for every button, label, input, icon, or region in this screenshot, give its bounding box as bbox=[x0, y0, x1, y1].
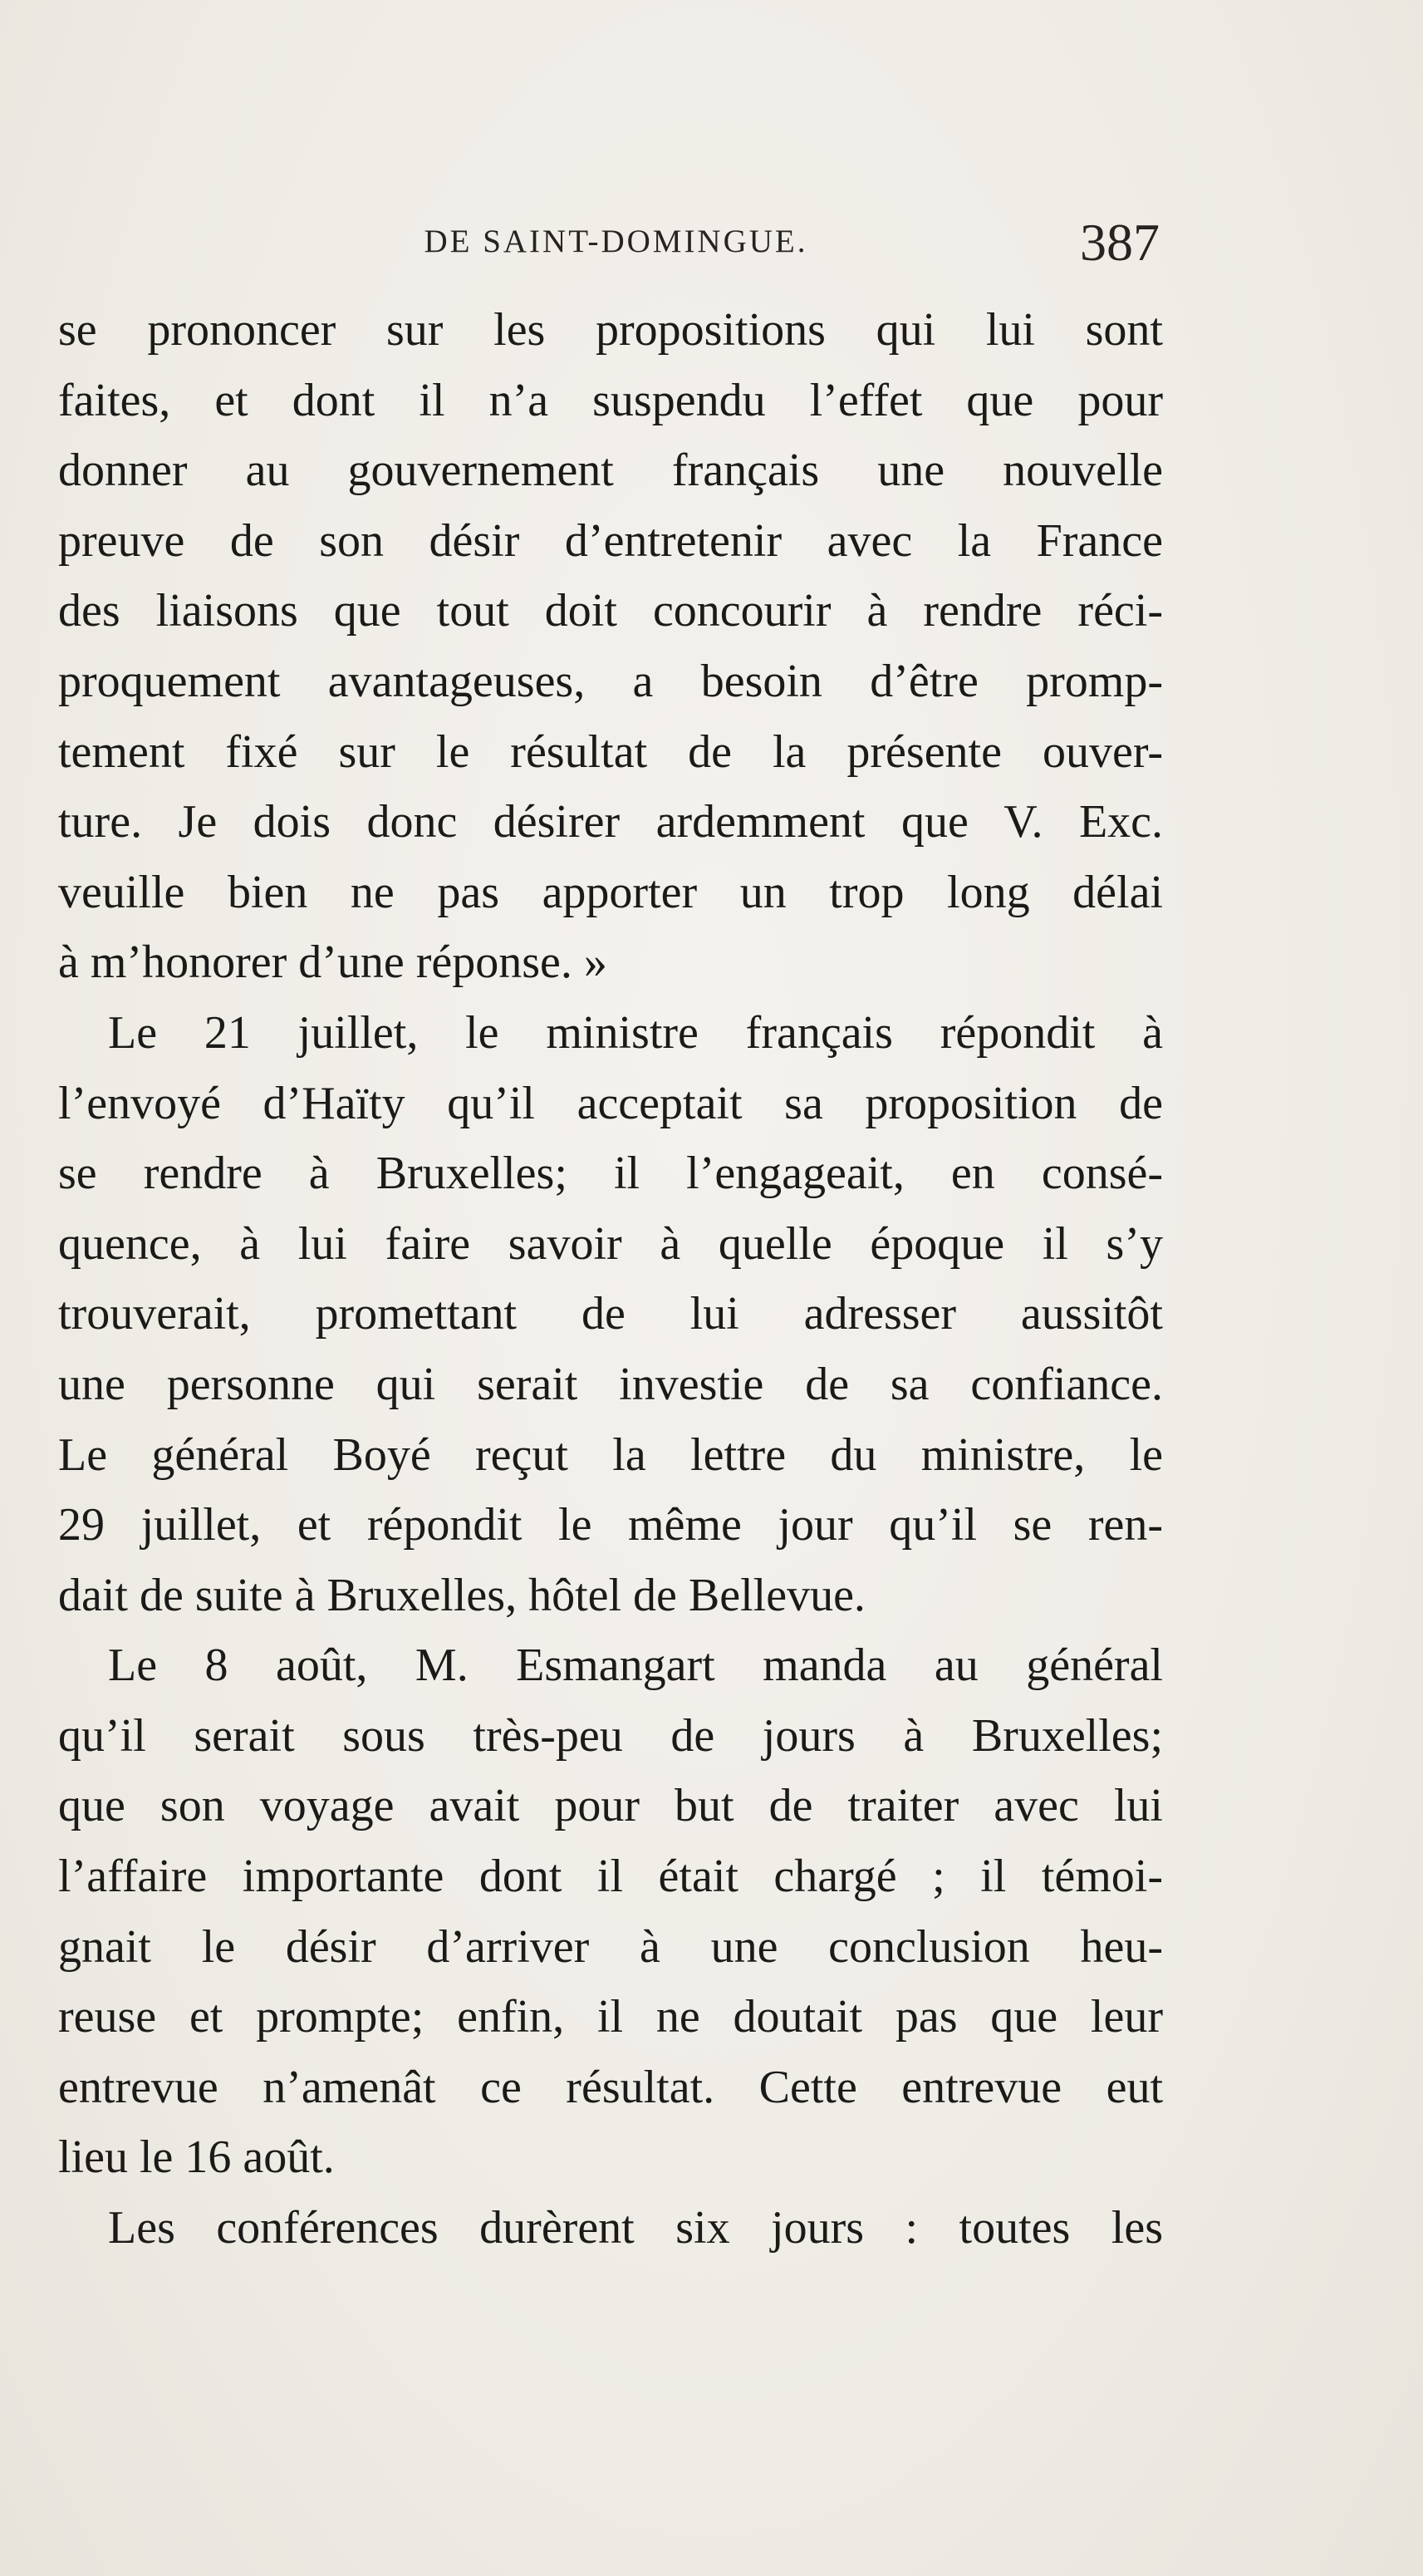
text-line: dait de suite à Bruxelles, hôtel de Bellevue. bbox=[58, 1569, 866, 1621]
page-number: 387 bbox=[1080, 213, 1160, 272]
text-line: faites, et dont il n’a suspendu l’effet que pour bbox=[58, 374, 1163, 426]
text-line: donner au gouvernement français une nouvelle bbox=[58, 445, 1163, 497]
text-line: l’affaire importante dont il était chargé ; il témoi- bbox=[58, 1851, 1163, 1903]
text-line: entrevue n’amenât ce résultat. Cette entrevue eut bbox=[58, 2061, 1163, 2113]
text-line: l’envoyé d’Haïty qu’il acceptait sa proposition de bbox=[58, 1077, 1163, 1129]
text-line: proquement avantageuses, a besoin d’être promp- bbox=[58, 655, 1163, 707]
text-line: preuve de son désir d’entretenir avec la France bbox=[58, 514, 1163, 567]
text-line: Le général Boyé reçut la lettre du ministre, le bbox=[58, 1428, 1163, 1481]
text-line: trouverait, promettant de lui adresser aussitôt bbox=[58, 1288, 1163, 1340]
text-line: tement fixé sur le résultat de la présente ouver- bbox=[58, 725, 1163, 778]
text-line: veuille bien ne pas apporter un trop long délai bbox=[58, 866, 1163, 918]
text-line: quence, à lui faire savoir à quelle époque il s’y bbox=[58, 1217, 1163, 1270]
text-line: à m’honorer d’une réponse. » bbox=[58, 937, 607, 989]
text-line: se rendre à Bruxelles; il l’engageait, en consé- bbox=[58, 1148, 1163, 1200]
text-line: reuse et prompte; enfin, il ne doutait pas que leur bbox=[58, 1991, 1163, 2043]
text-line: gnait le désir d’arriver à une conclusion heu- bbox=[58, 1920, 1163, 1973]
text-line: ture. Je dois donc désirer ardemment que V. Exc. bbox=[58, 796, 1163, 848]
text-line: lieu le 16 août. bbox=[58, 2131, 335, 2184]
running-title: DE SAINT-DOMINGUE. bbox=[424, 224, 808, 259]
text-line: une personne qui serait investie de sa confiance. bbox=[58, 1358, 1163, 1410]
paragraph-start-line: Le 8 août, M. Esmangart manda au général bbox=[108, 1639, 1163, 1692]
paragraph-start-line: Les conférences durèrent six jours : toutes les bbox=[108, 2202, 1163, 2254]
body-text bbox=[58, 295, 1163, 2264]
text-line: qu’il serait sous très-peu de jours à Bruxelles; bbox=[58, 1709, 1163, 1762]
text-line: que son voyage avait pour but de traiter avec lui bbox=[58, 1780, 1163, 1832]
text-line: des liaisons que tout doit concourir à rendre réci- bbox=[58, 585, 1163, 637]
text-line: 29 juillet, et répondit le même jour qu’il se ren- bbox=[58, 1499, 1163, 1551]
paragraph-start-line: Le 21 juillet, le ministre français répondit à bbox=[108, 1006, 1163, 1059]
text-line: se prononcer sur les propositions qui lui sont bbox=[58, 304, 1163, 356]
